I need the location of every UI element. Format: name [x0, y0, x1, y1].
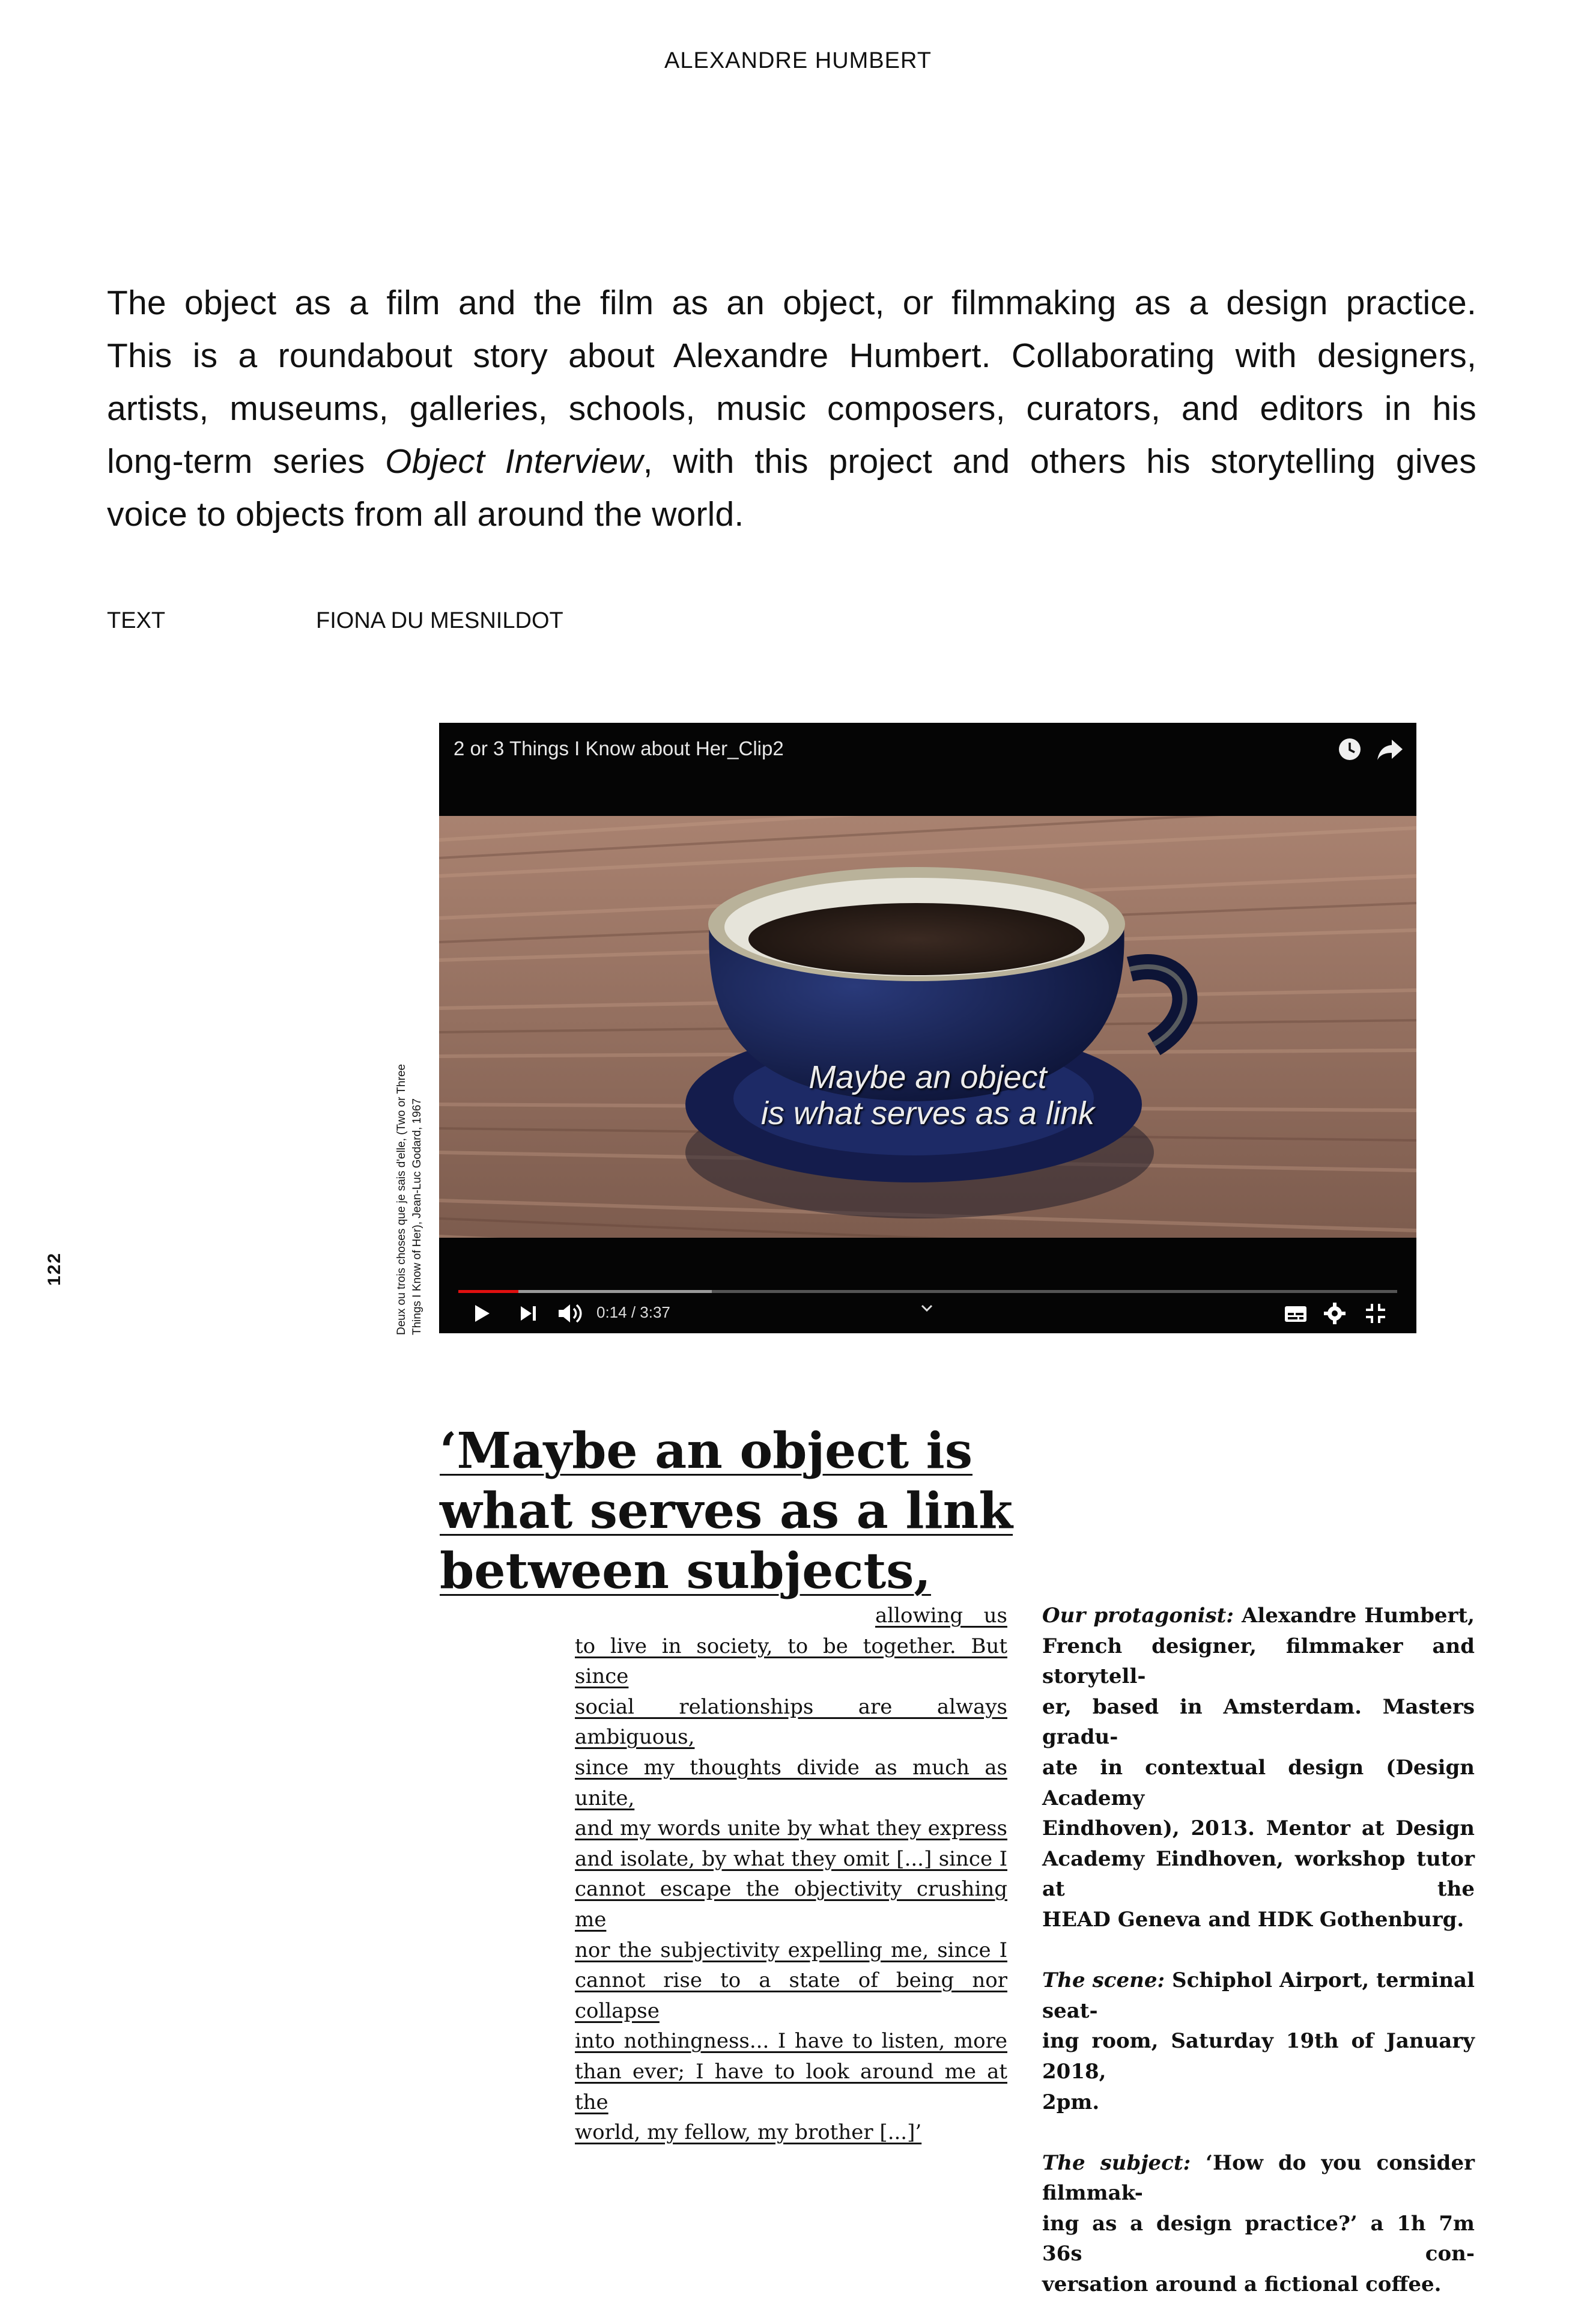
bio-text: 2pm.: [1042, 2090, 1100, 2114]
intro-text: , with this project and others his storytelling gives: [643, 442, 1476, 481]
running-head: ALEXANDRE HUMBERT: [664, 48, 932, 73]
bio-text: er, based in Amsterdam. Masters gradu-: [1042, 1694, 1475, 1750]
bio-text: ing as a design practice?’ a 1h 7m 36s con-: [1042, 2211, 1475, 2266]
video-player[interactable]: [439, 723, 1416, 1333]
bio-line: [1042, 1965, 1475, 2026]
intro-line: This is a roundabout story about Alexandre Humbert. Collaborating with designers,: [107, 336, 1476, 375]
intro-line: artists, museums, galleries, schools, music composers, curators, and editors in his: [107, 389, 1476, 428]
video-subtitle: [439, 1059, 1416, 1131]
quote-line: and isolate, by what they omit [...] since I: [575, 1846, 1007, 1871]
subtitle-line: Maybe an object: [809, 1059, 1047, 1095]
protagonist-label: Our protagonist:: [1042, 1604, 1234, 1628]
bio-line: [1042, 2087, 1475, 2118]
quote-line: and my words unite by what they express: [575, 1816, 1007, 1841]
play-icon[interactable]: [472, 1303, 492, 1324]
caption-line: Deux ou trois choses que je sais d'elle, (Two or Three: [395, 1063, 408, 1335]
pull-quote: [440, 1421, 1013, 1601]
quote-line: into nothingness... I have to listen, more: [575, 2029, 1007, 2054]
pull-quote-line: what serves as a link: [440, 1482, 1013, 1540]
bio-text: Eindhoven), 2013. Mentor at Design: [1042, 1816, 1475, 1841]
video-frame[interactable]: [439, 816, 1416, 1238]
credit-label: TEXT: [107, 608, 166, 633]
clock-icon[interactable]: [1337, 736, 1363, 762]
chevron-down-icon[interactable]: [920, 1303, 934, 1314]
bio-text: Schiphol Airport, terminal seat-: [1042, 1968, 1475, 2023]
pull-quote-line: ‘Maybe an object is: [440, 1422, 972, 1480]
video-title[interactable]: 2 or 3 Things I Know about Her_Clip2: [454, 737, 784, 759]
quote-line: social relationships are always ambiguous,: [575, 1694, 1007, 1750]
exit-fullscreen-icon[interactable]: [1364, 1302, 1387, 1325]
bio-text: versation around a fictional coffee.: [1042, 2272, 1442, 2297]
intro-text: long-term series: [107, 442, 386, 481]
quote-line: than ever; I have to look around me at the: [575, 2059, 1007, 2114]
bio-line: [1042, 1905, 1475, 1935]
share-icon[interactable]: [1376, 737, 1404, 761]
volume-icon[interactable]: [557, 1302, 583, 1325]
bio-line: [1042, 1813, 1475, 1844]
paragraph-gap: [1042, 2117, 1475, 2148]
intro-paragraph: [107, 276, 1476, 541]
series-title: Object Interview: [385, 442, 643, 481]
video-time: 0:14 / 3:37: [596, 1303, 670, 1321]
quote-continuation: [575, 1601, 1007, 2148]
subtitle-line: is what serves as a link: [760, 1095, 1095, 1131]
paragraph-gap: [1042, 1935, 1475, 1966]
page-number: 122: [44, 1252, 64, 1286]
bio-text: HEAD Geneva and HDK Gothenburg.: [1042, 1907, 1464, 1932]
quote-line: world, my fellow, my brother [...]’: [575, 2120, 922, 2145]
quote-line: nor the subjectivity expelling me, since I: [575, 1938, 1007, 1962]
pull-quote-line: between subjects,: [440, 1542, 931, 1600]
bio-line: [1042, 2269, 1475, 2300]
next-icon[interactable]: [518, 1304, 538, 1322]
quote-line: cannot escape the objectivity crushing me: [575, 1877, 1007, 1932]
quote-line: since my thoughts divide as much as unite,: [575, 1755, 1007, 1810]
subtitles-icon[interactable]: [1284, 1304, 1308, 1324]
bio-line: [1042, 2026, 1475, 2087]
quote-line: allowing us: [875, 1604, 1007, 1628]
bio-line: [1042, 1692, 1475, 1753]
quote-line: to live in society, to be together. But since: [575, 1634, 1007, 1689]
image-caption: [394, 999, 425, 1335]
progress-played: [458, 1290, 518, 1293]
bio-text: ing room, Saturday 19th of January 2018,: [1042, 2029, 1475, 2084]
credit-name: FIONA DU MESNILDOT: [316, 608, 563, 633]
bio-text: ‘How do you consider filmmak-: [1042, 2150, 1475, 2206]
bio-line: [1042, 2209, 1475, 2269]
bio-text: French designer, filmmaker and storytell-: [1042, 1634, 1475, 1689]
quote-line: cannot rise to a state of being nor collapse: [575, 1968, 1007, 2023]
intro-line: The object as a film and the film as an object, or filmmaking as a design practice.: [107, 284, 1476, 322]
bio-line: [1042, 1753, 1475, 1813]
scene-label: The scene:: [1042, 1968, 1165, 1993]
subject-label: The subject:: [1042, 2150, 1191, 2175]
bio-line: [1042, 1601, 1475, 1631]
bio-column: [1042, 1601, 1475, 2300]
bio-line: [1042, 1844, 1475, 1905]
bio-text: Alexandre Humbert,: [1233, 1604, 1475, 1628]
caption-line: Things I Know of Her), Jean-Luc Godard, 1967: [411, 1098, 423, 1335]
bio-text: Academy Eindhoven, workshop tutor at the: [1042, 1846, 1475, 1902]
bio-text: ate in contextual design (Design Academy: [1042, 1755, 1475, 1810]
intro-line: [107, 435, 1476, 488]
gear-icon[interactable]: [1323, 1302, 1346, 1325]
intro-line: voice to objects from all around the world.: [107, 495, 744, 534]
bio-line: [1042, 1631, 1475, 1692]
